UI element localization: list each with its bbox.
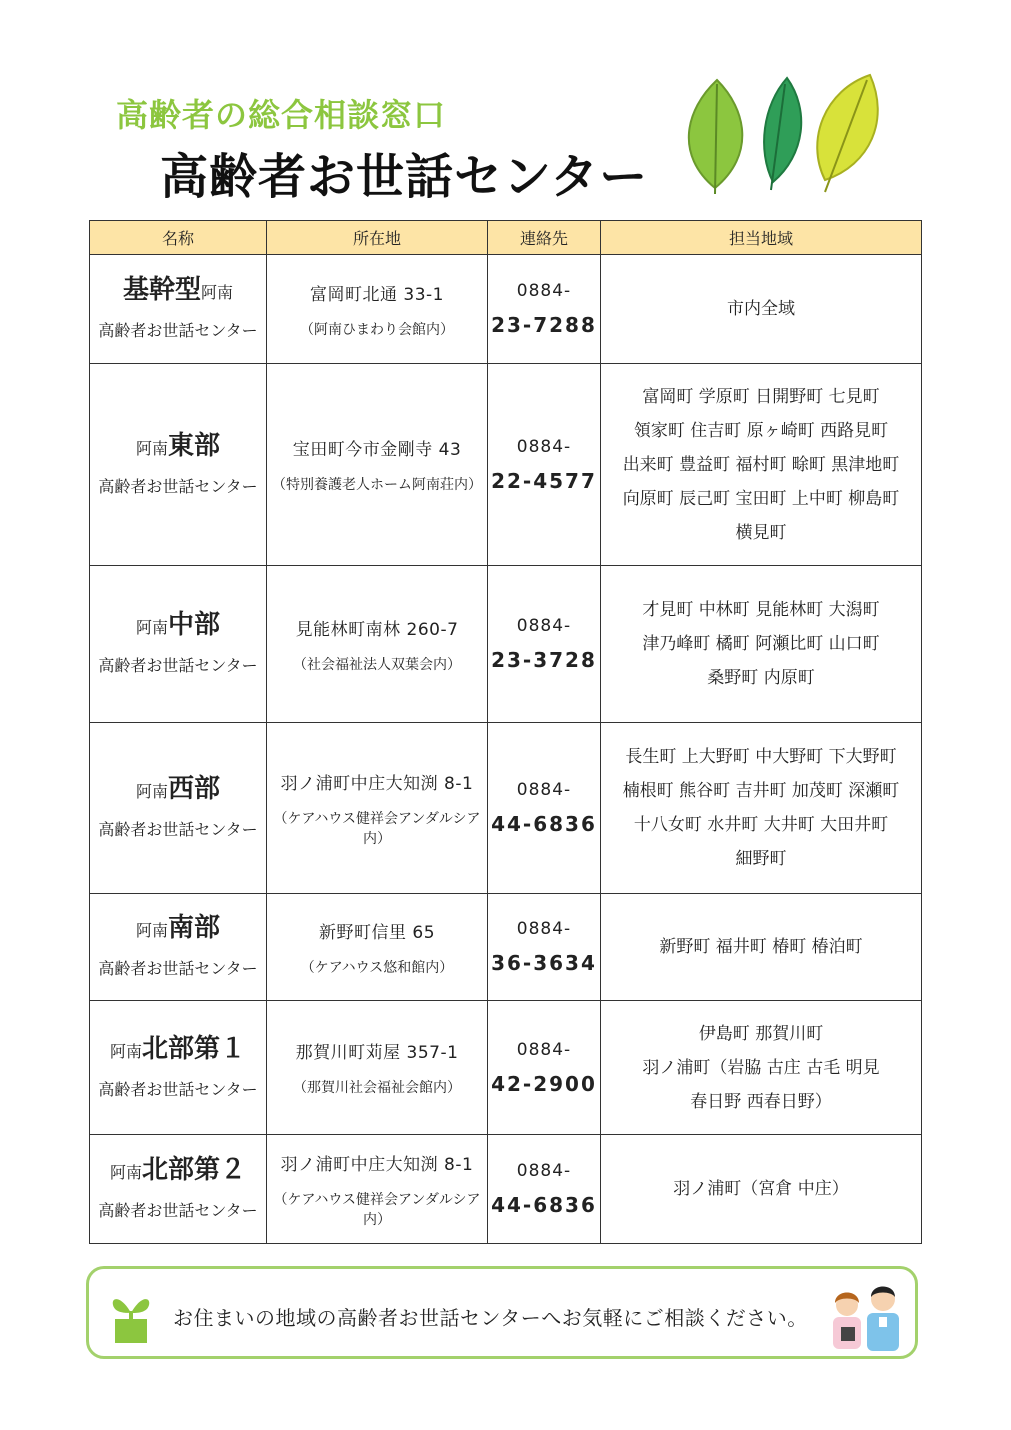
address: 見能林町南林 260-7: [295, 619, 459, 640]
contact-cell: [488, 566, 601, 723]
address-cell: [267, 1135, 488, 1244]
tel-area-code: 0884-: [516, 616, 572, 636]
area-cell: [601, 894, 922, 1001]
name-main: 西部: [168, 774, 221, 804]
center-name-cell: [90, 255, 267, 364]
area-line: 市内全域: [727, 299, 795, 319]
address-cell: [267, 1001, 488, 1135]
area-line: 才見町 中林町 見能林町 大潟町: [642, 600, 880, 620]
area-line: 津乃峰町 橘町 阿瀬比町 山口町: [642, 634, 880, 654]
contact-cell: [488, 364, 601, 566]
center-name-cell: [90, 894, 267, 1001]
table-row: [90, 1001, 922, 1135]
area-line: 楠根町 熊谷町 吉井町 加茂町 深瀬町: [622, 781, 900, 801]
area-cell: [601, 1135, 922, 1244]
address: 新野町信里 65: [318, 922, 436, 943]
tel-number: 44-6836: [491, 812, 597, 836]
area-cell: [601, 566, 922, 723]
address-cell: [267, 894, 488, 1001]
name-main: 南部: [168, 913, 221, 943]
contact-cell: [488, 255, 601, 364]
sprout-icon: [111, 1285, 151, 1345]
area-line: 羽ノ浦町（宮倉 中庄）: [673, 1179, 849, 1199]
staff-people-icon: [817, 1277, 912, 1357]
area-line: 春日野 西春日野）: [690, 1091, 832, 1112]
tel-area-code: 0884-: [516, 780, 572, 800]
address-cell: [267, 566, 488, 723]
name-main: 東部: [168, 430, 221, 461]
area-line: 富岡町 学原町 日開野町 七見町: [642, 386, 880, 407]
tel-area-code: 0884-: [516, 1161, 572, 1181]
table-row: [90, 894, 922, 1001]
area-cell: [601, 723, 922, 894]
name-line2: 高齢者お世話センター: [98, 321, 258, 340]
area-line: 長生町 上大野町 中大野町 下大野町: [625, 747, 897, 767]
page-subtitle: 高齢者の総合相談窓口: [116, 96, 447, 134]
name-line2: 高齢者お世話センター: [98, 820, 258, 839]
header-area: 担当地域: [601, 221, 922, 255]
address: 羽ノ浦町中庄大知渕 8-1: [280, 773, 474, 794]
table-row: [90, 255, 922, 364]
address: 宝田町今市金剛寺 43: [292, 440, 462, 460]
name-prefix: 阿南: [135, 782, 168, 801]
name-line2: 高齢者お世話センター: [98, 476, 258, 496]
area-cell: [601, 255, 922, 364]
address-note: （社会福祉法人双葉会内）: [293, 656, 461, 673]
table-header-row: [90, 221, 922, 255]
area-line: 十八女町 水井町 大井町 大田井町: [633, 815, 889, 835]
name-line2: 高齢者お世話センター: [98, 959, 258, 978]
table-row: [90, 723, 922, 894]
contact-cell: [488, 1001, 601, 1135]
tel-number: 23-7288: [491, 313, 597, 337]
tel-area-code: 0884-: [516, 281, 572, 301]
tel-area-code: 0884-: [516, 919, 572, 939]
name-prefix: 阿南: [109, 1163, 142, 1182]
address-note: （ケアハウス健祥会アンダルシア内）: [273, 1191, 481, 1228]
address: 那賀川町苅屋 357-1: [295, 1043, 459, 1063]
name-prefix: 阿南: [109, 1041, 142, 1061]
tel-number: 42-2900: [491, 1071, 597, 1096]
center-name-cell: [90, 1135, 267, 1244]
address-note: （阿南ひまわり会館内）: [300, 321, 454, 338]
area-line: 横見町: [735, 522, 787, 543]
header-name: 名称: [90, 221, 267, 255]
name-suffix: 阿南: [201, 283, 234, 302]
table-row: [90, 566, 922, 723]
center-name-cell: [90, 566, 267, 723]
address-note: （那賀川社会福祉会館内）: [293, 1080, 461, 1096]
name-prefix: 阿南: [135, 438, 168, 458]
leaves-icon: [675, 70, 895, 200]
area-cell: [601, 1001, 922, 1135]
name-main: 中部: [168, 610, 221, 640]
header-contact: 連絡先: [488, 221, 601, 255]
tel-area-code: 0884-: [516, 436, 572, 457]
table-row: [90, 1135, 922, 1244]
footer-notice: [86, 1266, 918, 1359]
area-line: 向原町 辰己町 宝田町 上中町 柳島町: [622, 488, 900, 509]
center-name-cell: [90, 364, 267, 566]
area-line: 領家町 住吉町 原ヶ崎町 西路見町: [633, 420, 889, 441]
name-main: 北部第１: [142, 1033, 247, 1064]
name-line2: 高齢者お世話センター: [98, 1201, 258, 1220]
area-cell: [601, 364, 922, 566]
address-note: （ケアハウス悠和館内）: [300, 959, 454, 976]
centers-table: [89, 220, 922, 1244]
address-note: （特別養護老人ホーム阿南荘内）: [272, 477, 482, 493]
address-note: （ケアハウス健祥会アンダルシア内）: [273, 810, 481, 847]
name-main: 基幹型: [122, 275, 201, 305]
address-cell: [267, 255, 488, 364]
area-line: 細野町: [735, 849, 787, 869]
tel-number: 22-4577: [491, 468, 597, 493]
footer-message: お住まいの地域の高齢者お世話センターへお気軽にご相談ください。: [173, 1306, 808, 1330]
area-line: 伊島町 那賀川町: [698, 1023, 824, 1044]
tel-number: 44-6836: [491, 1193, 597, 1217]
tel-number: 23-3728: [491, 648, 597, 672]
header-address: 所在地: [267, 221, 488, 255]
contact-cell: [488, 723, 601, 894]
center-name-cell: [90, 1001, 267, 1135]
table-row: [90, 364, 922, 566]
center-name-cell: [90, 723, 267, 894]
address: 富岡町北通 33-1: [310, 284, 444, 305]
area-line: 出来町 豊益町 福村町 畭町 黒津地町: [622, 454, 900, 475]
area-line: 新野町 福井町 椿町 椿泊町: [659, 937, 863, 957]
name-line2: 高齢者お世話センター: [98, 656, 258, 675]
name-line2: 高齢者お世話センター: [98, 1079, 258, 1099]
address: 羽ノ浦町中庄大知渕 8-1: [280, 1154, 474, 1175]
tel-area-code: 0884-: [516, 1039, 572, 1060]
area-line: 桑野町 内原町: [707, 668, 815, 688]
address-cell: [267, 364, 488, 566]
contact-cell: [488, 1135, 601, 1244]
address-cell: [267, 723, 488, 894]
contact-cell: [488, 894, 601, 1001]
tel-number: 36-3634: [491, 951, 597, 975]
name-prefix: 阿南: [135, 618, 168, 637]
name-main: 北部第２: [142, 1155, 247, 1185]
area-line: 羽ノ浦町（岩脇 古庄 古毛 明見: [642, 1057, 880, 1078]
name-prefix: 阿南: [135, 921, 168, 940]
page-title: 高齢者お世話センター: [160, 149, 649, 205]
